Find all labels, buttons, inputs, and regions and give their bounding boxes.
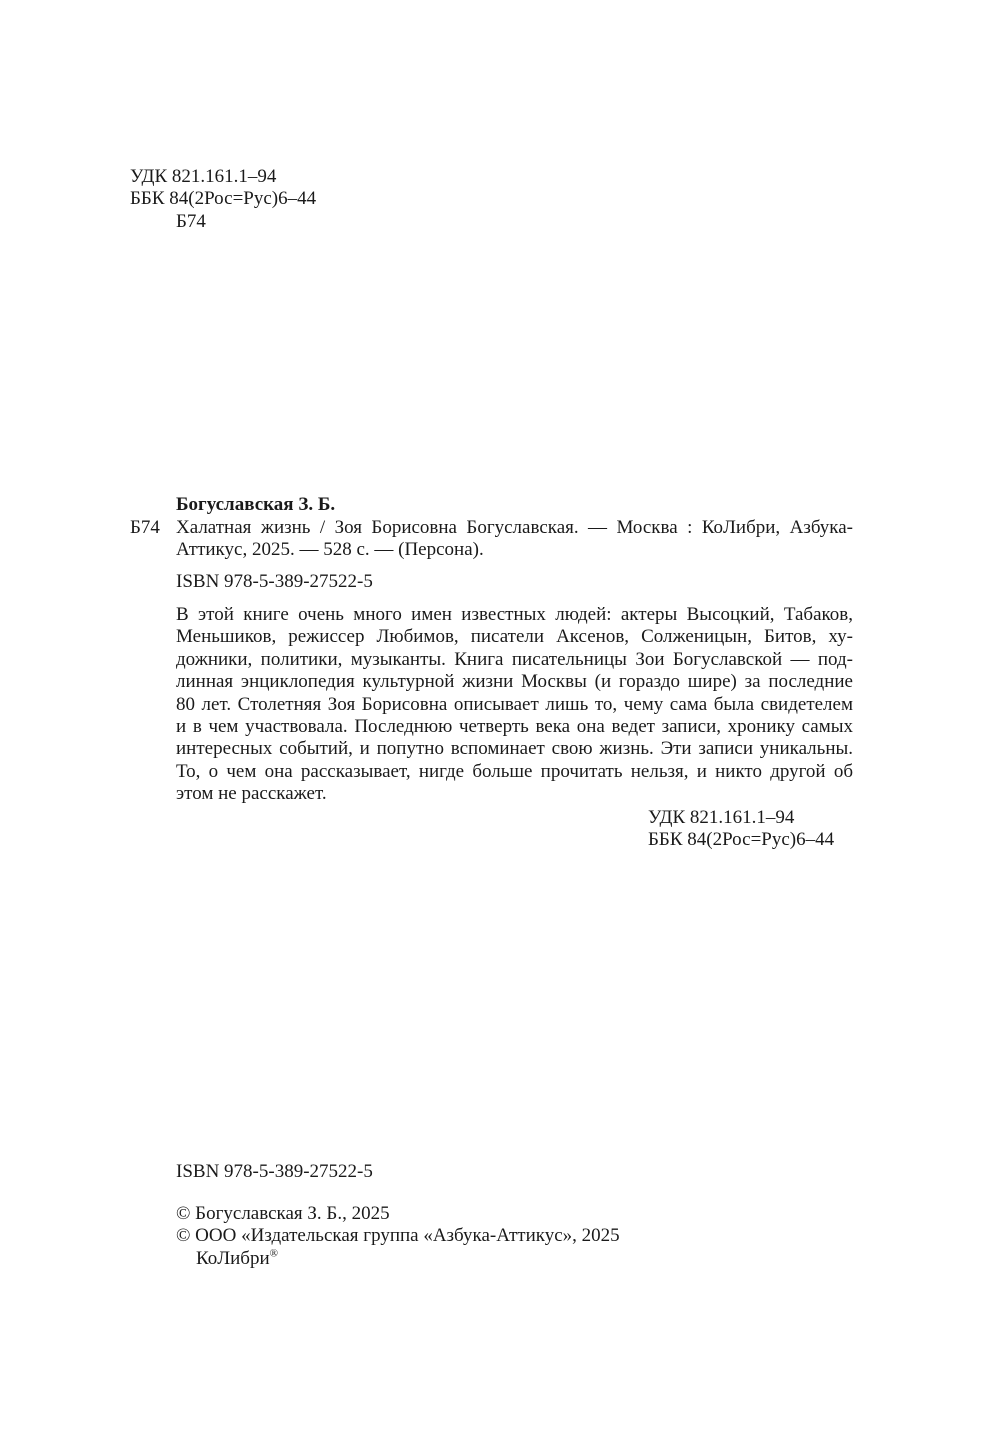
top-udk-code: УДК 821.161.1–94 bbox=[130, 166, 277, 187]
record-udk-code: УДК 821.161.1–94 bbox=[648, 807, 795, 828]
title-line: Аттикус, 2025. — 528 с. — (Персона). bbox=[176, 539, 484, 561]
imprint-line bbox=[176, 1248, 620, 1270]
annotation-line: В этой книге очень много имен известных людей: актеры Высоцкий, Табаков, bbox=[176, 604, 853, 625]
record-classification bbox=[648, 807, 834, 852]
annotation-line: 80 лет. Столетняя Зоя Борисовна описывает лишь то, чему сама была свидетелем bbox=[176, 693, 853, 715]
author-heading: Богуславская З. Б. bbox=[176, 494, 336, 515]
registered-mark: ® bbox=[269, 1247, 278, 1260]
copyright-publisher: © ООО «Издательская группа «Азбука-Аттикус», 2025 bbox=[176, 1225, 620, 1247]
annotation-line: этом не расскажет. bbox=[176, 783, 327, 805]
imprint-name: КоЛибри bbox=[196, 1247, 270, 1269]
annotation-block bbox=[176, 604, 853, 806]
record-bbk-code: ББК 84(2Рос=Рус)6–44 bbox=[648, 829, 835, 851]
record-author-sign: Б74 bbox=[130, 517, 160, 538]
title-line: Халатная жизнь / Зоя Борисовна Богуславская. — Москва : КоЛибри, Азбука- bbox=[176, 517, 853, 538]
top-classification-block bbox=[130, 166, 316, 233]
record-isbn: ISBN 978-5-389-27522-5 bbox=[176, 571, 373, 592]
annotation-line: и в чем участвовала. Последнюю четверть века она ведет записи, хронику самых bbox=[176, 716, 853, 738]
copyright-author: © Богуславская З. Б., 2025 bbox=[176, 1203, 390, 1224]
annotation-line: То, о чем она рассказывает, нигде больше прочитать нельзя, и никто другой об bbox=[176, 760, 853, 782]
top-bbk-code: ББК 84(2Рос=Рус)6–44 bbox=[130, 188, 317, 210]
annotation-line: линная энциклопедия культурной жизни Москвы (и гораздо шире) за последние bbox=[176, 671, 853, 693]
bottom-isbn: ISBN 978-5-389-27522-5 bbox=[176, 1161, 373, 1182]
annotation-line: интересных событий, и попутно вспоминает свою жизнь. Эти записи уникальны. bbox=[176, 738, 853, 760]
top-author-sign: Б74 bbox=[176, 210, 206, 232]
copyright-block bbox=[176, 1203, 620, 1270]
annotation-line: дожники, политики, музыканты. Книга писательницы Зои Богуславской — под- bbox=[176, 648, 853, 670]
record-title-block bbox=[176, 517, 853, 562]
annotation-line: Меньшиков, режиссер Любимов, писатели Аксенов, Солженицын, Битов, ху- bbox=[176, 626, 853, 648]
